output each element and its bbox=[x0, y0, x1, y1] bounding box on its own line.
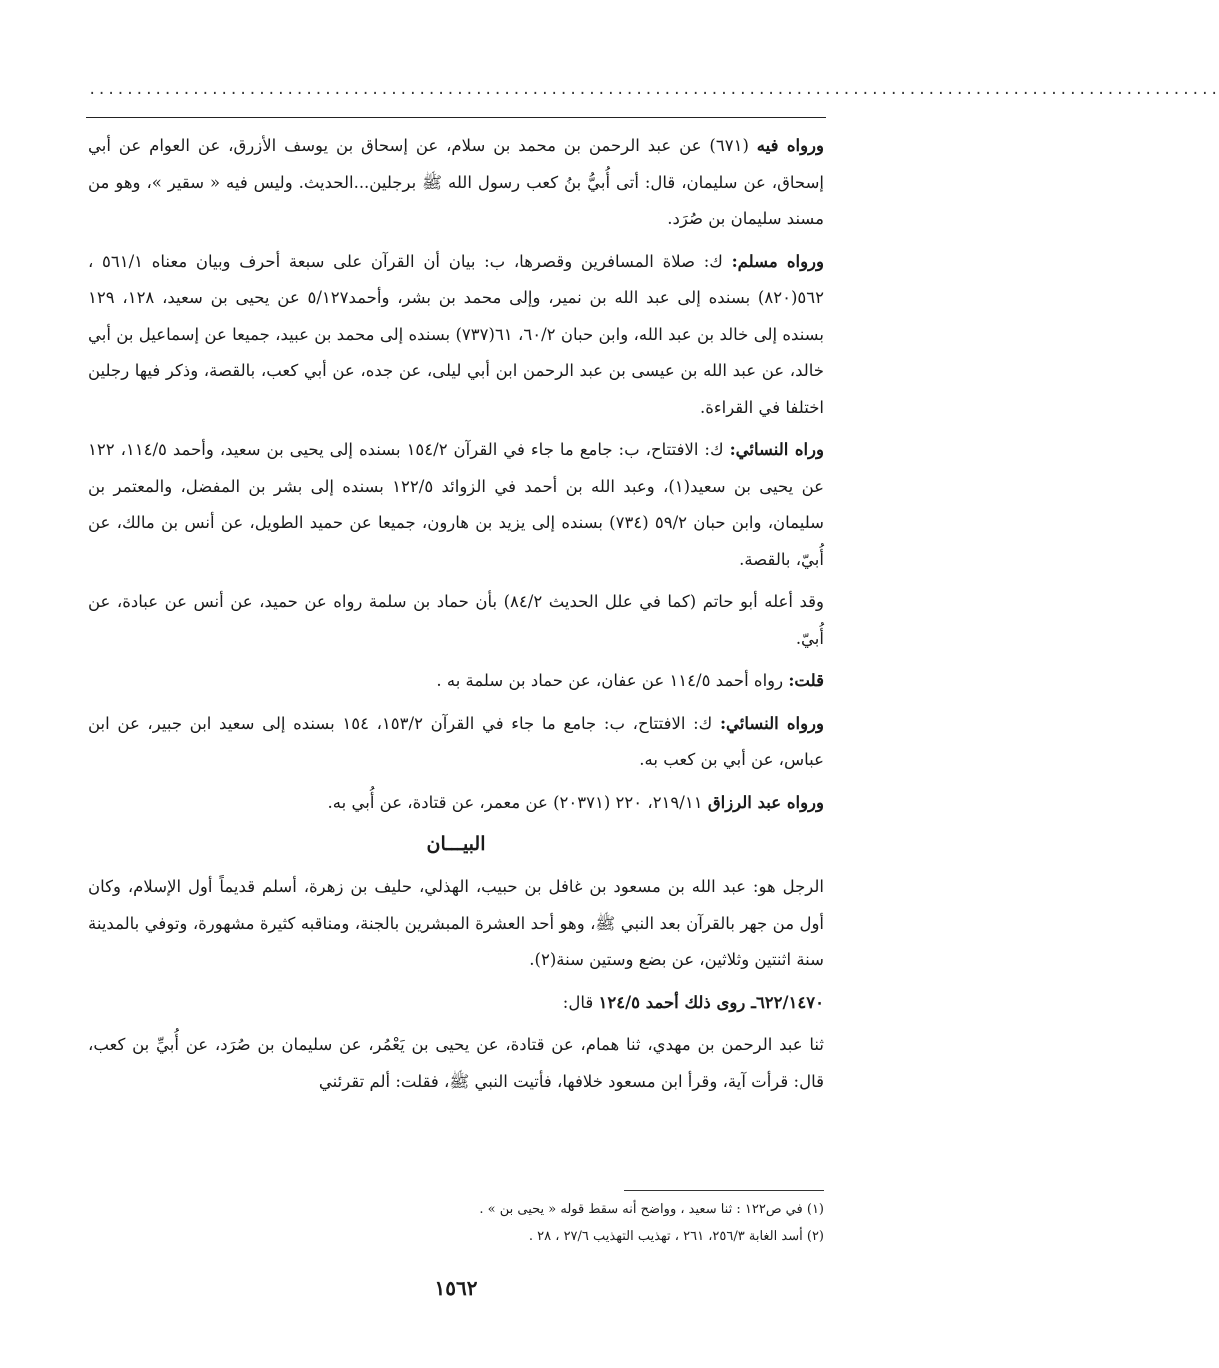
footnote-rule bbox=[624, 1190, 824, 1191]
footnote-1: (١) في ص١٢٢ : ثنا سعيد ، وواضح أنه سقط قوله « يحيى بن » . bbox=[479, 1202, 824, 1217]
page-number: ١٥٦٢ bbox=[434, 1276, 478, 1300]
paragraph-4: وقد أعله أبو حاتم (كما في علل الحديث ٨٤/٢) بأن حماد بن سلمة رواه عن حميد، عن أنس عن عبادة، عن أُبيّ. bbox=[88, 592, 824, 648]
section-heading: البيـــان bbox=[426, 833, 486, 855]
paragraph-6: ورواه النسائي: ك: الافتتاح، ب: جامع ما جاء في القرآن ١٥٣/٢، ١٥٤ بسنده إلى سعيد ابن جبير، عن ابن عباس، عن أبي بن كعب به. bbox=[88, 713, 824, 769]
header-dotted-line: ........................................................................................................................ bbox=[88, 82, 1219, 98]
main-text bbox=[88, 128, 824, 1106]
paragraph-2: ورواه مسلم: ك: صلاة المسافرين وقصرها، ب: بيان أن القرآن على سبعة أحرف وبيان معناه ٥٦١/١ ، ٥٦٢(٨٢٠) بسنده إلى عبد الله بن نمير، وإلى محمد بن بشر، وأحمد٥/١٢٧ عن يحيى بن سعيد، ١٢٨، ١٢٩ بسنده إلى خالد بن عبد الله، وابن حبان ٦٠/٢، ٦١(٧٣٧) بسنده إلى محمد بن عبيد، جميعا عن إسماعيل بن أبي خالد، عن عبد الله بن عيسى بن عبد الرحمن ابن أبي ليلى، عن جده، عن أبي كعب، بالقصة، وذكر فيها رجلين اختلفا في القراءة. bbox=[88, 251, 824, 417]
header-rule bbox=[86, 117, 826, 118]
paragraph-1: ورواه فيه (٦٧١) عن عبد الرحمن بن محمد بن سلام، عن إسحاق بن يوسف الأزرق، عن العوام عن أبي إسحاق، عن سليمان، قال: أتى أُبيُّ بنُ كعب رسول الله ﷺ برجلين...الحديث. وليس فيه « سقير »، وهو من مسند سليمان بن صُرَد. bbox=[88, 136, 824, 228]
bayan-paragraph-3: ثنا عبد الرحمن بن مهدي، ثنا همام، عن قتادة، عن يحيى بن يَعْمُر، عن سليمان بن صُرَد، عن أُبيِّ بن كعب، قال: قرأت آية، وقرأ ابن مسعود خلافها، فأتيت النبي ﷺ، فقلت: ألم تقرئني bbox=[88, 1035, 824, 1091]
book-page bbox=[80, 0, 1219, 1368]
paragraph-5: قلت: رواه أحمد ١١٤/٥ عن عفان، عن حماد بن سلمة به . bbox=[436, 671, 824, 690]
paragraph-7: ورواه عبد الرزاق ٢١٩/١١، ٢٢٠ (٢٠٣٧١) عن معمر، عن قتادة، عن أُبي به. bbox=[327, 792, 824, 812]
hadith-number-line: ٦٢٢/١٤٧٠ـ روى ذلك أحمد ١٢٤/٥ قال: bbox=[562, 992, 824, 1012]
footnote-2: (٢) أسد الغابة ٢٥٦/٣، ٢٦١ ، تهذيب التهذيب ٢٧/٦ ، ٢٨ . bbox=[528, 1229, 824, 1244]
footnotes bbox=[88, 1196, 824, 1250]
paragraph-3: وراه النسائي: ك: الافتتاح، ب: جامع ما جاء في القرآن ١٥٤/٢ بسنده إلى يحيى بن سعيد، وأحمد ١١٤/٥، ١٢٢ عن يحيى بن سعيد(١)، وعبد الله بن أحمد في الزوائد ١٢٢/٥ بسنده إلى بشر بن المفضل، والمعتمر بن سليمان، وابن حبان ٥٩/٢ (٧٣٤) بسنده إلى يزيد بن هارون، جميعا عن حميد الطويل، عن أنس بن مالك، عن أُبيّ، بالقصة. bbox=[88, 440, 824, 569]
bayan-paragraph-1: الرجل هو: عبد الله بن مسعود بن غافل بن حبيب، الهذلي، حليف بن زهرة، أسلم قديماً أول الإسلام، وكان أول من جهر بالقرآن بعد النبي ﷺ، وهو أحد العشرة المبشرين بالجنة، ومناقبه كثيرة مشهورة، وتوفي بالمدينة سنة اثنتين وثلاثين، عن بضع وستين سنة(٢). bbox=[88, 877, 824, 969]
